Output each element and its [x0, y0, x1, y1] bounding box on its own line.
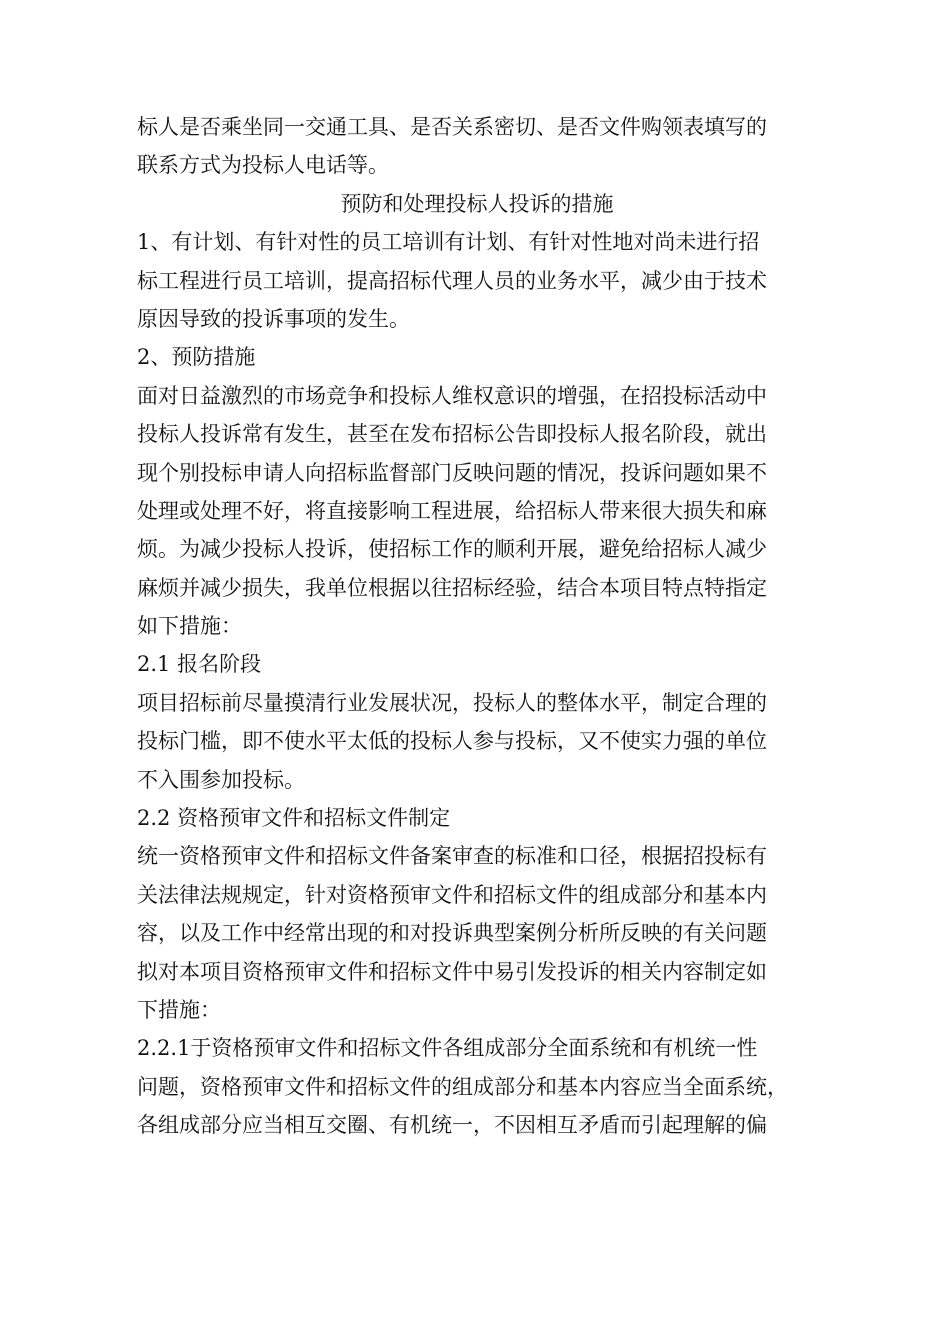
body-line-6: 原因导致的投诉事项的发生。	[137, 306, 410, 331]
body-line-17: 投标门槛，即不使水平太低的投标人参与投标，又不使实力强的单位	[137, 729, 767, 754]
body-line-16: 项目招标前尽量摸清行业发展状况，投标人的整体水平，制定合理的	[137, 690, 767, 715]
subheading-registration: 2.1 报名阶段	[137, 652, 262, 677]
subheading-documents: 2.2 资格预审文件和招标文件制定	[137, 806, 451, 831]
body-line-27: 各组成部分应当相互交圈、有机统一，不因相互矛盾而引起理解的偏	[137, 1113, 767, 1138]
section-heading: 预防和处理投标人投诉的措施	[340, 191, 614, 216]
body-line-13: 麻烦并减少损失，我单位根据以往招标经验，结合本项目特点特指定	[137, 575, 767, 600]
body-line-25: 2.2.1于资格预审文件和招标文件各组成部分全面系统和有机统一性	[137, 1036, 758, 1061]
body-line-26: 问题，资格预审文件和招标文件的组成部分和基本内容应当全面系统，	[137, 1074, 788, 1099]
body-line-18: 不入围参加投标。	[137, 767, 305, 792]
body-line-10: 现个别投标申请人向招标监督部门反映问题的情况，投诉问题如果不	[137, 460, 767, 485]
body-line-22: 容，以及工作中经常出现的和对投诉典型案例分析所反映的有关问题	[137, 921, 767, 946]
body-line-2: 联系方式为投标人电话等。	[137, 153, 389, 178]
body-line-11: 处理或处理不好，将直接影响工程进展，给招标人带来很大损失和麻	[137, 498, 767, 523]
body-line-8: 面对日益激烈的市场竞争和投标人维权意识的增强，在招投标活动中	[137, 383, 767, 408]
body-line-9: 投标人投诉常有发生，甚至在发布招标公告即投标人报名阶段，就出	[137, 422, 767, 447]
body-line-5: 标工程进行员工培训，提高招标代理人员的业务水平，减少由于技术	[137, 268, 767, 293]
body-line-20: 统一资格预审文件和招标文件备案审查的标准和口径，根据招投标有	[137, 844, 767, 869]
body-line-24: 下措施：	[137, 997, 221, 1022]
subheading-prevention: 2、预防措施	[137, 345, 256, 370]
document-body	[137, 108, 817, 1145]
body-line-1: 标人是否乘坐同一交通工具、是否关系密切、是否文件购领表填写的	[137, 115, 767, 139]
body-line-14: 如下措施：	[137, 614, 242, 639]
body-line-21: 关法律法规规定，针对资格预审文件和招标文件的组成部分和基本内	[137, 882, 767, 907]
body-line-4: 1、有计划、有针对性的员工培训有计划、有针对性地对尚未进行招	[137, 230, 760, 255]
body-line-12: 烦。为减少投标人投诉，使招标工作的顺利开展，避免给招标人减少	[137, 537, 767, 562]
body-line-23: 拟对本项目资格预审文件和招标文件中易引发投诉的相关内容制定如	[137, 959, 767, 984]
